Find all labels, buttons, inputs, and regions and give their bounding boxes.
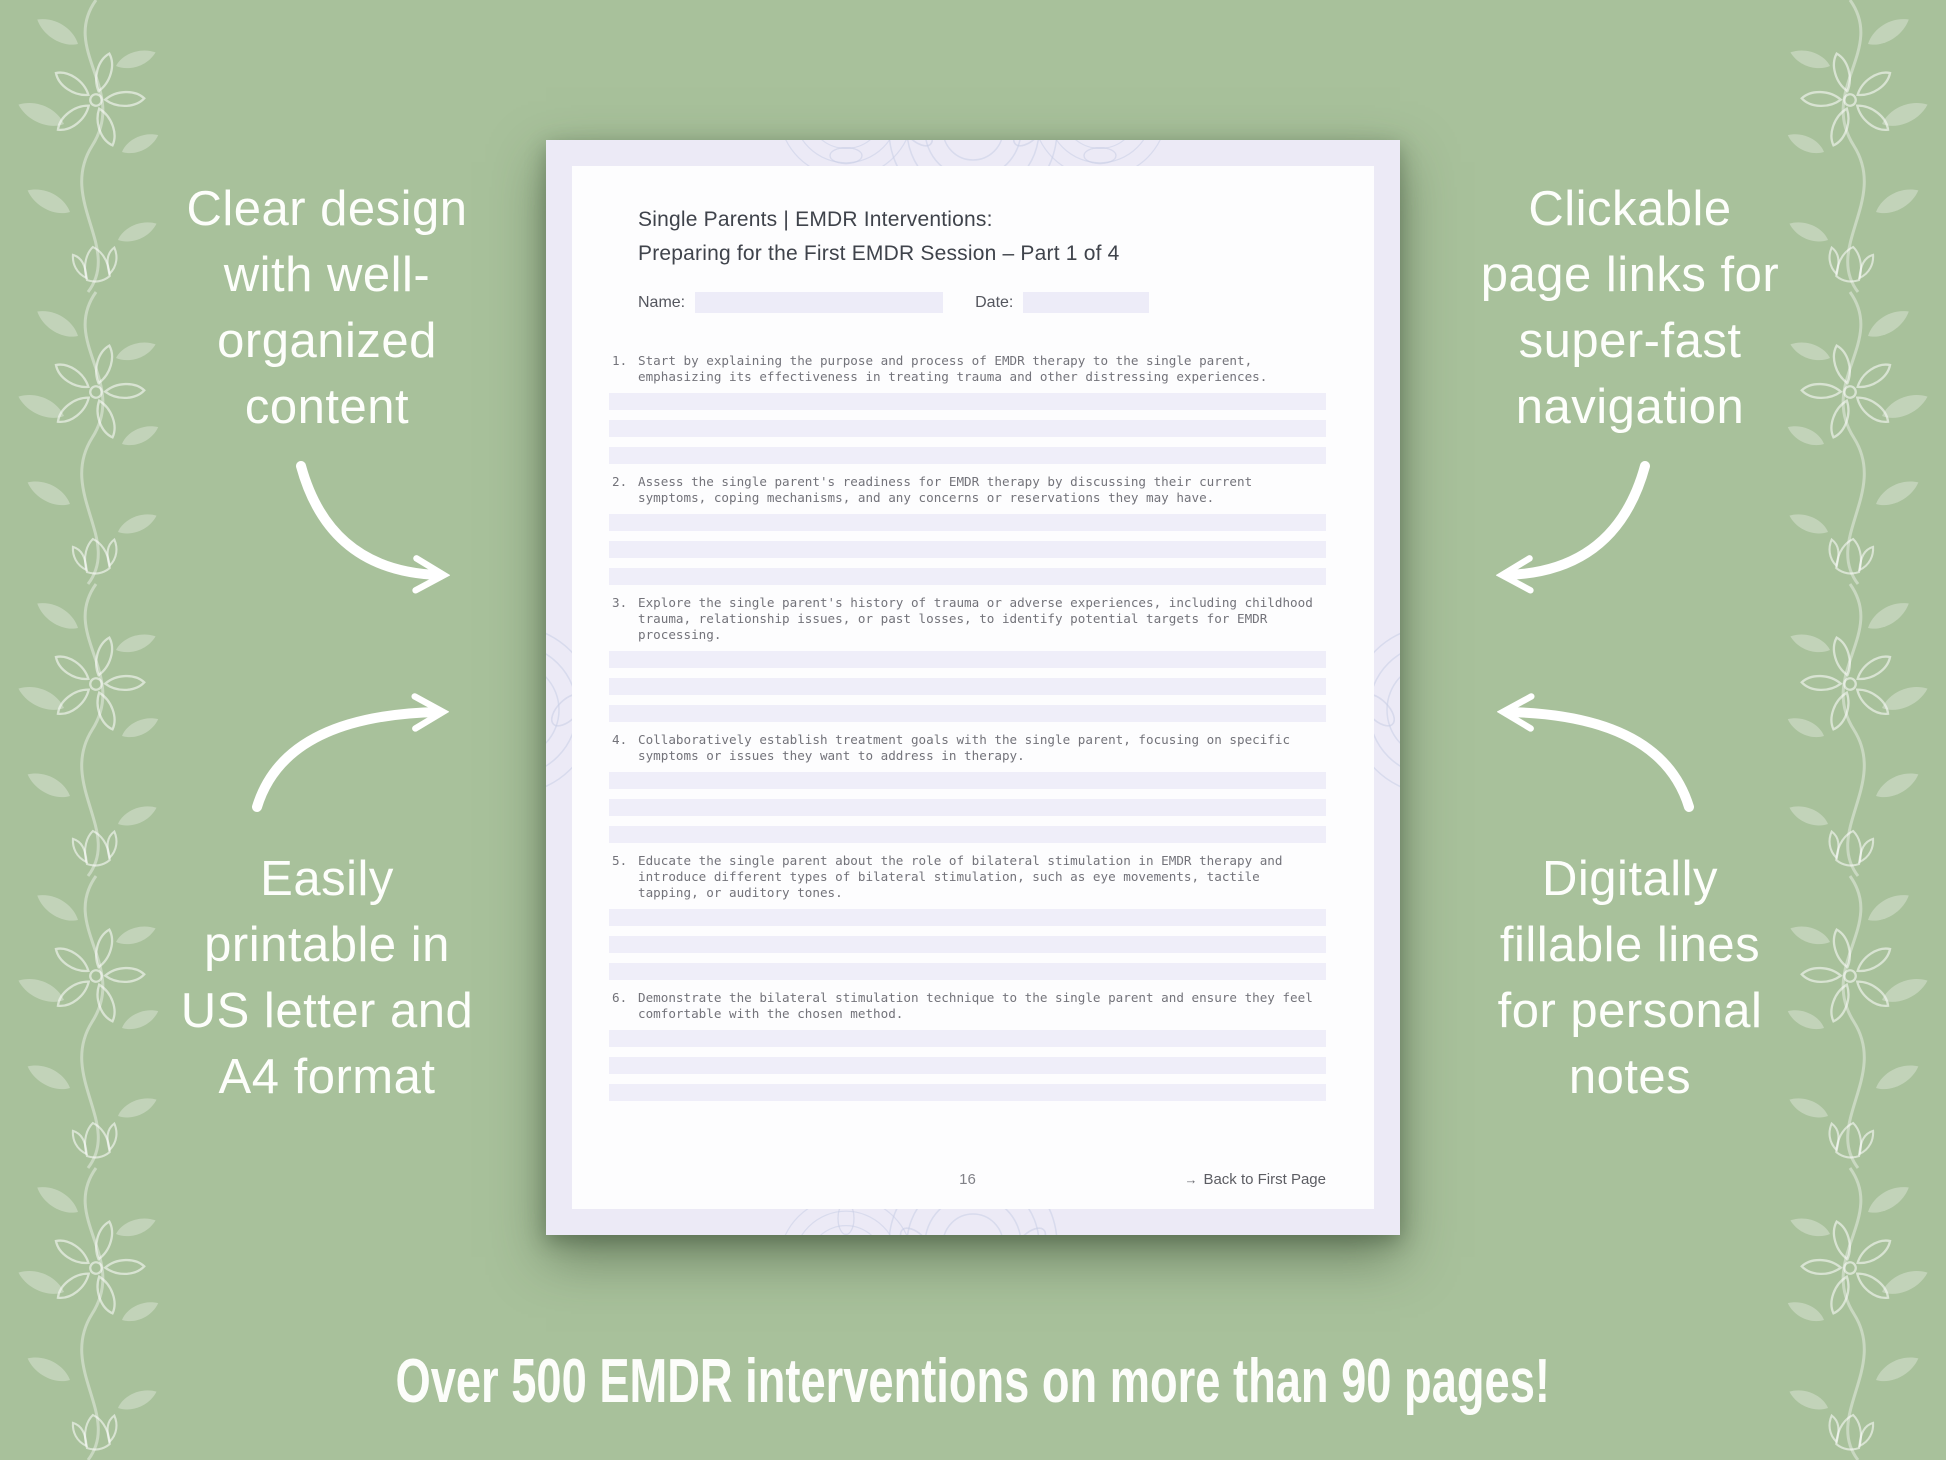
name-input[interactable] xyxy=(695,292,943,313)
fillable-line[interactable] xyxy=(609,651,1326,668)
note-line: Digitally xyxy=(1541,852,1719,906)
fillable-line[interactable] xyxy=(609,1057,1326,1074)
fillable-line[interactable] xyxy=(609,541,1326,558)
note-line: super-fast xyxy=(1518,314,1742,368)
item-text: Educate the single parent about the role of bilateral stimulation in EMDR therapy and introduce different types of bilateral stimulation, such as eye movements, tactile tapping, or auditory tones. xyxy=(638,853,1283,900)
page-number: 16 xyxy=(959,1171,976,1188)
note-line: US letter and xyxy=(180,984,474,1038)
worksheet-page xyxy=(572,166,1374,1209)
list-item xyxy=(609,474,1326,585)
date-label: Date: xyxy=(975,293,1014,311)
note-line: notes xyxy=(1568,1050,1692,1104)
promo-banner-text: Over 500 EMDR interventions on more than 90 pages! xyxy=(395,1347,1551,1416)
arrow-top-left-icon xyxy=(301,466,440,575)
document-preview xyxy=(546,140,1400,1235)
promo-banner xyxy=(0,1346,1946,1417)
fillable-line[interactable] xyxy=(609,705,1326,722)
arrow-bottom-right-icon xyxy=(1507,712,1689,807)
fillable-line[interactable] xyxy=(609,772,1326,789)
item-number: 4. xyxy=(612,732,628,747)
back-arrow-icon: → xyxy=(1184,1172,1198,1187)
item-number: 1. xyxy=(612,353,628,368)
note-line: organized xyxy=(217,314,437,368)
list-item xyxy=(609,990,1326,1101)
page-footer xyxy=(609,1171,1326,1191)
fillable-line[interactable] xyxy=(609,514,1326,531)
fillable-lines xyxy=(609,909,1326,980)
note-line: with well- xyxy=(223,248,431,302)
fillable-line[interactable] xyxy=(609,568,1326,585)
fillable-lines xyxy=(609,514,1326,585)
intervention-list xyxy=(609,353,1326,1101)
list-item xyxy=(609,853,1326,980)
note-line: Clickable xyxy=(1528,182,1732,236)
note-line: navigation xyxy=(1515,380,1745,434)
arrow-bottom-left-icon xyxy=(257,712,439,807)
back-link-label: Back to First Page xyxy=(1203,1171,1326,1188)
item-text: Collaboratively establish treatment goals with the single parent, focusing on specific symptoms or issues they want to address in therapy. xyxy=(638,732,1291,763)
item-text: Start by explaining the purpose and process of EMDR therapy to the single parent, emphasizing its effectiveness in treating trauma and other distressing experiences. xyxy=(638,353,1268,384)
fillable-lines xyxy=(609,1030,1326,1101)
fillable-line[interactable] xyxy=(609,393,1326,410)
fillable-line[interactable] xyxy=(609,1030,1326,1047)
item-number: 3. xyxy=(612,595,628,610)
worksheet-subtitle: Preparing for the First EMDR Session – Part 1 of 4 xyxy=(638,242,1120,265)
fillable-lines xyxy=(609,651,1326,722)
item-number: 2. xyxy=(612,474,628,489)
fillable-line[interactable] xyxy=(609,678,1326,695)
fillable-lines xyxy=(609,772,1326,843)
note-fillable-lines xyxy=(1330,846,1930,1110)
note-line: content xyxy=(244,380,410,434)
note-line: fillable lines xyxy=(1499,918,1761,972)
fillable-line[interactable] xyxy=(609,963,1326,980)
date-input[interactable] xyxy=(1023,292,1149,313)
note-line: for personal xyxy=(1497,984,1763,1038)
note-printable xyxy=(27,846,627,1110)
fillable-line[interactable] xyxy=(609,936,1326,953)
worksheet-title: Single Parents | EMDR Interventions: xyxy=(638,208,993,231)
name-label: Name: xyxy=(638,293,686,311)
item-text: Assess the single parent's readiness for EMDR therapy by discussing their current symptoms, coping mechanisms, and any concerns or reservations they may have. xyxy=(638,474,1253,505)
note-clear-design xyxy=(27,176,627,440)
item-text: Explore the single parent's history of trauma or adverse experiences, including childhood trauma, relationship issues, or past losses, to identify potential targets for EMDR processing. xyxy=(638,595,1313,642)
list-item xyxy=(609,595,1326,722)
back-to-first-page-link[interactable] xyxy=(1184,1171,1326,1188)
item-text: Demonstrate the bilateral stimulation technique to the single parent and ensure they feel comfortable with the chosen method. xyxy=(638,990,1313,1021)
fillable-line[interactable] xyxy=(609,1084,1326,1101)
item-number: 6. xyxy=(612,990,628,1005)
note-clickable-links xyxy=(1330,176,1930,440)
note-line: A4 format xyxy=(218,1050,436,1104)
list-item xyxy=(609,353,1326,464)
note-line: page links for xyxy=(1480,248,1780,302)
item-number: 5. xyxy=(612,853,628,868)
fillable-line[interactable] xyxy=(609,909,1326,926)
fillable-lines xyxy=(609,393,1326,464)
name-date-row xyxy=(638,292,1374,313)
note-line: Clear design xyxy=(186,182,468,236)
fillable-line[interactable] xyxy=(609,420,1326,437)
fillable-line[interactable] xyxy=(609,826,1326,843)
arrow-top-right-icon xyxy=(1506,466,1645,575)
list-item xyxy=(609,732,1326,843)
note-line: Easily xyxy=(260,852,394,906)
fillable-line[interactable] xyxy=(609,447,1326,464)
fillable-line[interactable] xyxy=(609,799,1326,816)
note-line: printable in xyxy=(204,918,450,972)
